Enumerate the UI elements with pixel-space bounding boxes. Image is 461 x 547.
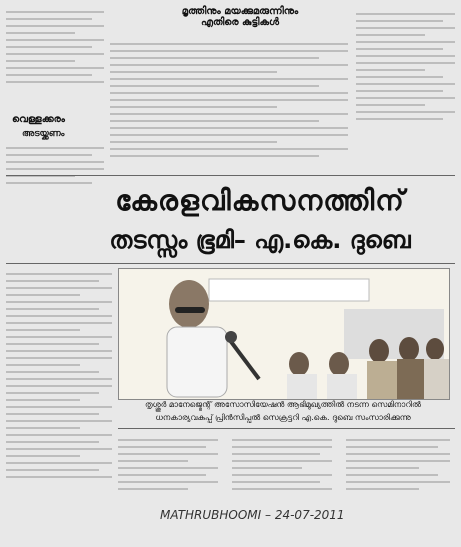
left-column bbox=[6, 6, 104, 88]
right-column bbox=[356, 8, 455, 125]
left-subhead-black: അടയ്ക്കണം bbox=[22, 129, 65, 139]
bottom-col-3 bbox=[346, 434, 450, 495]
top-center-title: മൃത്തിനും മയക്കുമരുന്നിനും എതിരെ കുട്ടികൾ bbox=[181, 6, 299, 28]
left-subhead-red: വെള്ളക്കരം bbox=[12, 114, 65, 125]
left-column-2 bbox=[6, 142, 104, 189]
photo-caption: തൃശ്ശൂർ മാനേജ്മെന്റ് അസോസിയേഷൻ ആഭിമുഖ്യത്തിൽ നടന്ന സെമിനാറിൽ ധനകാര്യവകുപ്പ് പ്രിൻസിപ്പൽ സെക്രട്ടറി എ.കെ. ദുബെ സംസാരിക്കുന്നു bbox=[145, 400, 421, 422]
lower-left-column bbox=[6, 268, 112, 483]
date-stamp: MATHRUBHOOMI – 24-07-2011 bbox=[160, 508, 345, 522]
main-headline-line1: കേരളവികസനത്തിന് bbox=[115, 184, 405, 217]
bottom-col-1 bbox=[118, 434, 218, 495]
event-photo bbox=[118, 268, 450, 400]
bottom-col-2 bbox=[232, 434, 332, 495]
center-column bbox=[110, 38, 348, 162]
main-headline-line2: തടസ്സം ഭൂമി– എ.കെ. ദുബെ bbox=[109, 226, 411, 254]
photo-illustration bbox=[119, 269, 449, 399]
